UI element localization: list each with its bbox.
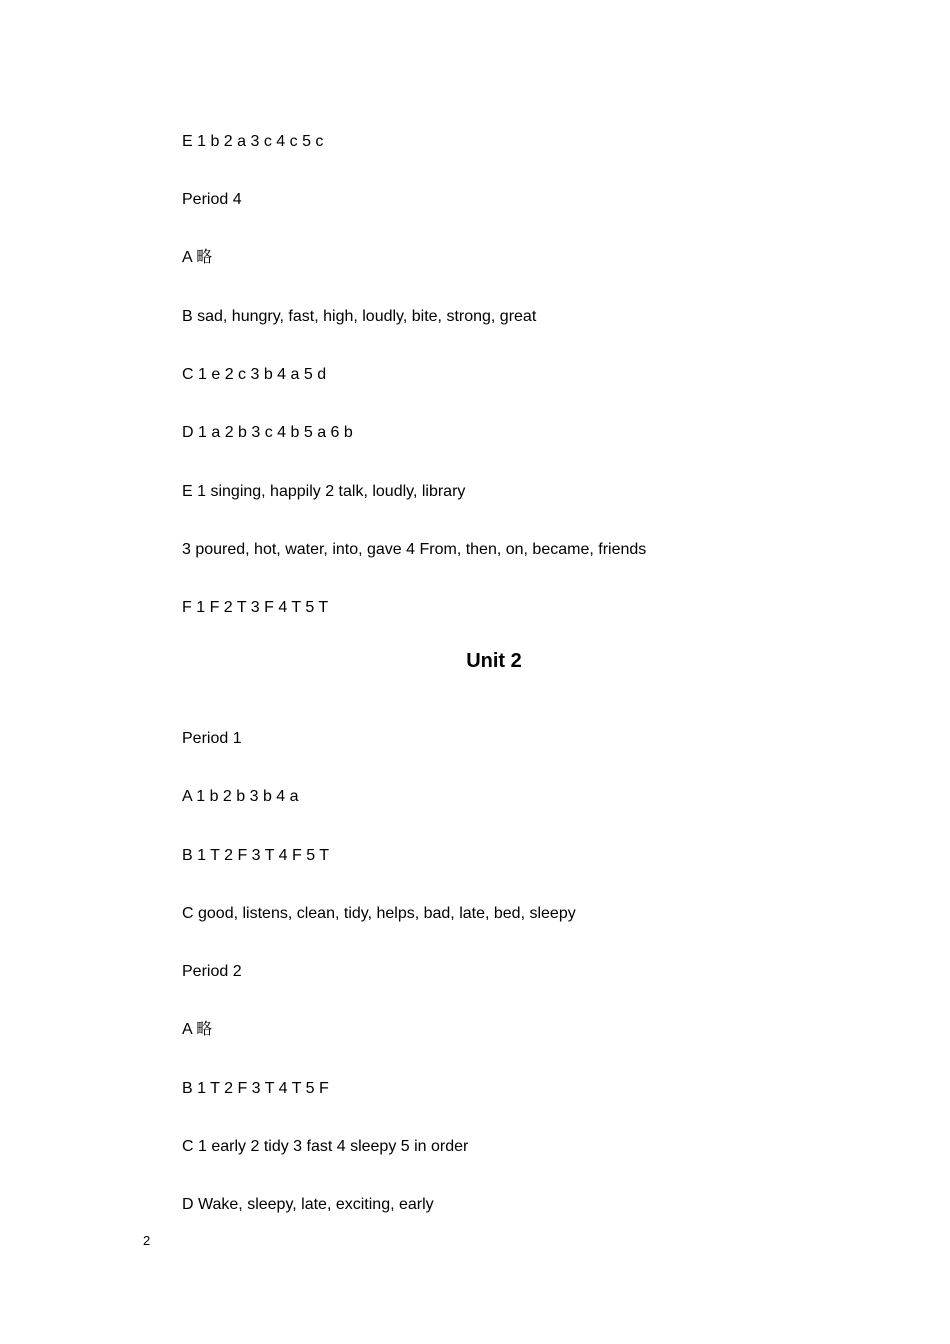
answer-line: C 1 early 2 tidy 3 fast 4 sleepy 5 in order <box>182 1138 469 1155</box>
answer-line: A 略 <box>182 249 213 266</box>
answer-line: C good, listens, clean, tidy, helps, bad, late, bed, sleepy <box>182 905 576 922</box>
answer-line: E 1 singing, happily 2 talk, loudly, library <box>182 483 466 500</box>
answer-line: A 1 b 2 b 3 b 4 a <box>182 788 299 805</box>
answer-line: 3 poured, hot, water, into, gave 4 From, then, on, became, friends <box>182 541 647 558</box>
answer-line: B 1 T 2 F 3 T 4 F 5 T <box>182 847 330 864</box>
answer-line: F 1 F 2 T 3 F 4 T 5 T <box>182 599 329 616</box>
period-label: Period 2 <box>182 963 242 980</box>
answer-line: D Wake, sleepy, late, exciting, early <box>182 1196 434 1213</box>
answer-line: D 1 a 2 b 3 c 4 b 5 a 6 b <box>182 424 353 441</box>
page-number: 2 <box>143 1233 151 1248</box>
answer-line: B sad, hungry, fast, high, loudly, bite, strong, great <box>182 308 537 325</box>
period-label: Period 1 <box>182 730 242 747</box>
answer-line: B 1 T 2 F 3 T 4 T 5 F <box>182 1080 329 1097</box>
answer-line: A 略 <box>182 1021 213 1038</box>
unit-heading: Unit 2 <box>466 650 522 672</box>
period-label: Period 4 <box>182 191 242 208</box>
answer-line: C 1 e 2 c 3 b 4 a 5 d <box>182 366 327 383</box>
answer-line: E 1 b 2 a 3 c 4 c 5 c <box>182 133 324 150</box>
